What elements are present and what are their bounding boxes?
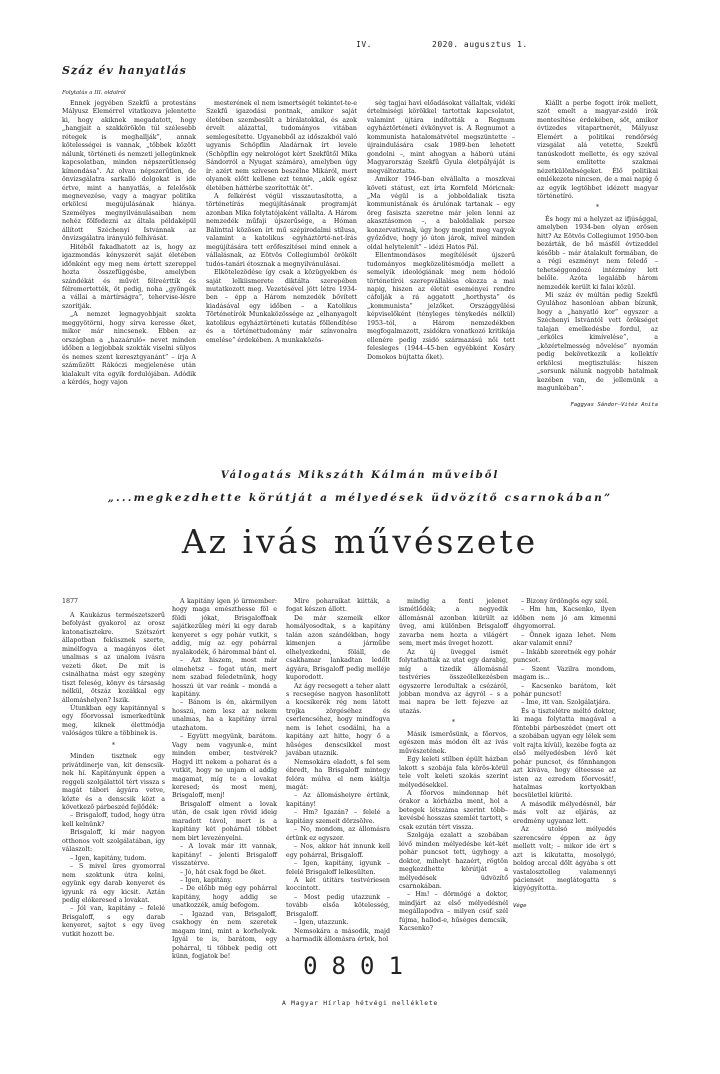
paragraph: ség tagjai havi előadásokat vállaltak, vidéki értelmiségi körökkel tartottak kapcsolatot, valamint újtára indították a Regnum egyháztörténeti évkönyvet is. A Regnumot a kommunista hatalomátvétel megszüntette – újraindulására csak 1989-ben lehetett gondolni –, mint ahogyan a háború utáni Magyarország Szekfű Gyula életpályáját is megváltoztatta. (367, 100, 515, 175)
paragraph: – Jól van, kapitány – felelé Brisgaloff, s egy darab kenyeret, sajtot s egy üveg vutkit hozott be. (62, 905, 165, 938)
paragraph: Ellentmondásos megítélését újszerű tudományos megközelítésmódja mellett a semelyik ideológiának meg nem hódoló történetírói szerepvállalása okozza a mai napig, hiszen az életút eseményei rendre cáfolják a rá aggatott „horthysta” és „kommunista” jelzőket. Országgyűlési képviselőként (tényleges ténykedés nélkül) 1953–tól, a Három nemzedékben megfogalmazott, zsidókra vonatkozó kritikája ellenére pedig zsidó származású női tett felesleges (1944–45-ben egyébként Kosáry Domokos bújtatta őket). (367, 252, 515, 361)
paragraph: Nemsokára eladott, s fel sem ébredt, ha Brisgaloff mintegy felóra múlva el nem kiáltja magát: (286, 758, 390, 791)
paragraph: Az ágy recsegett a teher alatt s recsegése nagyon hasonlított a kocsikerék rég nem látott trojka zörgéséhez és cserlencséhez, hogy mindfogva nem is lehet csodálni, ha a kapitány azt hitte, hogy ő a hűséges denscsikkel most javában utaznik. (286, 682, 390, 758)
paragraph: Brisgaloff elment a lovak után, de csak igen rövid ideig maradott távol, mert is a kapitány két pohárnál többet nem birt levezényelni. (172, 800, 277, 842)
section-divider: * (111, 741, 116, 749)
page-number: 0801 (303, 952, 417, 980)
paragraph: De már szemeik elkor homályosodtak, s a kapitány talán azon szándékban, hogy kimenjen a járműbe elhelyezkedni, föláll, de csakhamar lankadtan ledőlt ágyára, Brisgaloff pedig melléje kuporodott. (286, 614, 390, 682)
paragraph: Nemsokára a második, majd a harmadik állomásra értek, hol (286, 927, 390, 944)
paragraph: – Igen, kapitány, igyunk – felelé Brisgaloff lelkesülten. (286, 860, 390, 876)
author-signature: Faggyas Sándor–Vitéz Anita (570, 402, 658, 409)
paragraph: – A lovak már itt vannak, kapitány! – jelenti Brisgaloff visszatérve. (172, 843, 277, 868)
issue-date: 2020. augusztus 1. (432, 40, 528, 49)
paragraph: – Bánom is én, akármilyen hosszú, nem lesz az nekem unalmas, ha a kapitány úrral utazhatom. (172, 699, 277, 732)
paragraph: Minden tisztnek egy privátdinerje van, kit denscsik-nek hí. Kapitányunk éppen a reggeli szolgálattól tért vissza s magát tábori ágyára vetve, közte és a denscsik közt a következő párbeszéd fejlődék: (62, 753, 165, 811)
main-title: Az ivás művészete (181, 522, 539, 561)
paragraph: – De előbb még egy pohárral kapitány, hogy addig se unatkozzék, amíg befogom. (172, 885, 277, 910)
paragraph: – Kacsenko barátom, két pohár puncsot! (513, 682, 616, 698)
paragraph: Másik ismerősünk, a főorvos, egészen más módon élt az ivás művészetének. (399, 730, 508, 755)
paragraph: És a tisztelétre méltó doktor, ki maga folytatta magával a föntebbi párbeszédet (mert ott a szobában ugyan egy lélek sem volt rajta kívül), kezébe fogta az első mélyedésben lévő két pohár puncsot, és főnnhangon azt kiváva, hogy élteessse az isten az ezredem főorvosát!, hatalmas kortyokban becsületlel kiürité. (513, 707, 616, 800)
paragraph: A főorvos mindennap hét órakor a kórházba ment, hol a betegek létszáma szerint több–kevésbé hosszas szemlét tartott, s csak ezután tért vissza. (399, 789, 508, 831)
article-column-1 (62, 100, 196, 445)
paragraph: – Nos, akkor hát innunk kell egy pohárral, Brisgaloff. (286, 843, 390, 859)
paragraph: – S mivel üres gyomorral nem szoktunk útra kelni, együnk egy darab kenyeret és igyunk rá egy kicsit. Aztán pedig elókeresed a lovakat. (62, 863, 165, 904)
article-title: Száz év hanyatlás (62, 64, 187, 77)
paragraph: A két útitárs testvériesen koccintott. (286, 876, 390, 893)
paragraph: – Az állomásheiyre értünk, kapitány! (286, 792, 390, 808)
paragraph: És hogy mi a helyzet az ifjúsággal, amelyben 1934-ben olyan erősen hitt? Az Eötvös Collegiumot 1950-ben bezárták, de bő másfél évtizeddel később – már átalakult formában, de a régi eszményt nem feledő – tehetséggondozó intézmény lett belőle. Azóta legalább három nemzedék került ki falai közül. (537, 215, 658, 291)
article-column-3 (367, 100, 515, 445)
paragraph: – Most pedig utazzunk – tovább elsőa kötelesség, Brisgaloff. (286, 893, 390, 918)
paragraph: – Igen, utazzunk. (294, 919, 349, 927)
continued-note: Folytatás a III. oldalról (62, 90, 126, 96)
section-divider: * (451, 719, 456, 727)
section-quote: „...megkezdhette körútját a mélyedések üdvözítő csarnokában” (107, 492, 613, 504)
paragraph: – Azt hiszem, most már elmehetsz – fogat után, mert nem szabad feledetnünk, hogy hosszú út var reánk – mondá a kapitány. (172, 657, 277, 698)
issue-number: IV. (356, 40, 372, 49)
paragraph: Brisgaloff, ki már nagyon otthonos volt szolgálatában, így válaszolt: (62, 829, 165, 854)
paragraph: – Inkább szeretnék egy pohár puncsot. (513, 648, 616, 665)
paragraph: mesterének el nem ismertségét tekintet-te-e Szekfű igazodási pontnak, amikor saját életében szembesült a bírálatokkal, és azok érvelt alázattal, tudományos vitában semlegesítette. Ugyanebből az időszakból való ugyanis Schöpflin Aladárnak írt levele (Schöpflin egy nekrológot kért Szekfűtől Mika Sándorról a Nyugat számára), amelyben úgy ír: azért nem szívesen beszélne Mikáról, mert olyanok előtt kellene ezt tennie, „akik egész életében háttérbe szorították öt”. (206, 100, 357, 192)
paragraph: Egy keleti stílben épült házban lakott s szobája fala körös-körül tele volt keleti szokás szerint mélyedésekkel. (399, 756, 508, 789)
paragraph: – Íme, itt van. Szolgálatjára. (521, 699, 611, 707)
paragraph: A Kaukázus természetszerű befolyást gyakorol az orosz katonatisztekre. Szétszórt állapotban feküsznek szerte, minélfogva a magányos élet unalmas s az unalom ivásra vezeti őket. De mit is csinálhatna mást egy szegény tiszt feleség, könyv és társaság nélkül, ötszáz kozákkal egy állomáshelyen? Iszik. (62, 612, 165, 704)
paragraph: Hitéből fakadhatott az is, hogy az igazmondás kényszerét saját életében időnként egy meg nem értett szereppel hozta összefüggésbe, amelyben szándékát és művét félreérttik és félremertették, öt pedig, noha „gyöngék a vállai a mártírságra”, tehervise-lésre szorítják. (62, 243, 196, 310)
paragraph: – No, mondom, az állomásra értünk ez egyszer. (286, 826, 390, 842)
story-column-2 (172, 598, 277, 961)
paragraph: – Igen, kapitány, tudom. (70, 854, 147, 862)
paragraph: mindig a fenti jelenet ismétlődék; a negyedik állomásnál azonban kiürült az üveg, ami különben Brisgaloff zavarba nem hozta a világért sem, mert más üveget hozott. (399, 598, 508, 648)
paragraph: Az új üveggel ismét folytathatták az utat egy darabig, míg a tizedik állomásnál testvéries összeölelkezésben egyszerre lerodultak a csézáról, jobban mondva az ágyról – s a mai napra be lett fejezve az utazás. (399, 648, 508, 715)
paragraph: – Brisgaloff, tudod, hogy útra kell kelnünk? (62, 812, 165, 828)
footer-caption: A Magyar Hírlap hétvégi melléklete (281, 1000, 439, 1007)
paragraph: Mire poharaikat kiitták, a fogat készen állott. (286, 598, 390, 614)
story-column-4 (399, 598, 508, 933)
story-column-3 (286, 598, 390, 944)
paragraph: Kiállt a perbe fogott írók mellett, szót emelt a magyar-zsidó írók mentesítése érdekében, sőt, amikor évtizedes vitapartnerét, Mályusz Elemért a politikai rendőrség vizsgálat alá vetette, Szekfű tanúskodott mellette, és egy szóval sem említette szakmai nézetkülönbségeket. Élő politikai emlékezete nincsen, de a mai napig ő az egyik legtöbbet idézett magyar történetíró. (537, 100, 658, 200)
article-column-2 (206, 100, 357, 445)
section-divider: * (595, 204, 600, 212)
story-column-5 (513, 598, 616, 928)
story-year: 1877 (62, 598, 79, 605)
paragraph: Amikor 1946-ban elvállalta a moszkvai követi státust, ezt írta Kornfeld Móricnak: „Ma végül is a jobboldaliak tiszta kommunistának és árulónak tartanak – egy öreg fasiszta szeretne már jelen lenni az akasztásomon –, a baloldaliak persze konzervativnak, úgy hogy megint meg vagyok győződve, hogy jó úton járok, mivel minden oldal helytelenít” – idézi Hatos Pál. (367, 176, 515, 251)
story-column-1 (62, 612, 165, 938)
paragraph: A kapitány igen jó ürmember: hogy maga emészthesse föl e földi jókat, Brisgaloffnak sajátkezűleg mérí ki egy darab kenyeret s egy pohár vutkit, s addig, míg az egy pohárral nyalakodék, ő hárommal bánt el. (172, 598, 277, 656)
paragraph: A felkérést végül visszautasította, a történetírás megújításának programját azonban Mika folytatójaként vállalta. A Három nemzedék műfaji újszerűsége, a Hóman Bálinttal közösen írt mű szépirodalmi stílusa, valamint a katolikus egyháztörté-net-írás megújítására tett erőfeszítései mind ennek a vállalásnak, az Eötvös Collegiumból örökölt tudós-tanári étosznak a megnyilvánulásai. (206, 192, 357, 268)
paragraph: Útunkban egy kapitánnyal s egy főorvossal ismerkedtünk meg, kiknek élettmódja valóságos tükre a többinek is. (62, 704, 165, 738)
paragraph: – Igazad van, Brisgaloff, csakhogy én nem szeretek magam inni, mint a korhelyok. Igyál te is, barátom, egy pohárral, ti többek pedig ott künn, fogjatok be! (172, 910, 277, 961)
paragraph: – Szent Vazilra mondom, magam is... (513, 665, 616, 682)
article-column-4 (537, 100, 658, 445)
paragraph: – Együtt megyünk, barátom. Vagy nem vagyunk-e, mint minden ember, testvérek? Hagyd itt nekem a poharat és a vutkit, hogy ne unjam el addig magamat, míg te a lovakat keresed; és most menj, Brisgaloff, menj! (172, 733, 277, 800)
paragraph: Az utolsó mélyedés szerencsére éppen az ágy mellett volt; – mikor ide ért s azt is kikutatta, mosolygó, boldog arccal dőlt ágyába s ott vastalosztolleg valamennyi páciensét meglátogatta s kigyógyította. (513, 826, 616, 893)
paragraph: – Jó, hát csak fogd be őket. (180, 868, 266, 876)
paragraph: – Önnek igaza lehet. Nem akar valamit enni? (513, 631, 616, 648)
story-end-mark: Vége (513, 902, 527, 909)
paragraph: Elkötelezödése így csak a közügyekben és saját lelkiismerete diktálta szerepében mutatkozott meg. Vezetésével jött létre 1934-ben – épp a Három nemzedék bővített kiadásával egy időben – a Katolikus Történetírók Munkaközössége az „elhanyagolt katolikus egyháztörténeti kutatás föllendítése és a történettudomány már színvonalra emelése” érdekében. A munkaközös- (206, 269, 357, 344)
paragraph: „A nemzet legnagyobbjait szokta meggyötörni, hogy sírva keresse őket, mikor már nincsenek. Ebben az országban a „hazaáruló« nevet minden időben a legjobbak szokták viselni sülyos és nemes szent keresztgyanánt” – írja A száműzött Rákóczi megjelenése után kialakult vita egyik fordulójában. Adódik a kérdés, hogy vajon (62, 311, 196, 386)
paragraph: – Hm? Igazán? – felelé a kapitány szemeit dörzsölve. (286, 809, 390, 825)
paragraph: Mi száz év múltán pedig Szekfű Gyulához hasonlóan abban bízunk, hogy a „hanyatló kor” egyszer a Széchenyi Istvántól vett örökséget talajan emelkedésbe fordul, az „erkölcs kimívelése”, a „közértelmesség növelése” nyomán pedig bekövetkezik a kollektív erkölcsi megtisztulás: hiszen „sorsunk nálunk nagyobb hatalmak kezében van, de jellemünk a magunkéban”. (537, 291, 658, 392)
paragraph: – Hm! – dörmögé a doktor, mindjárt az első mélyedésnél megállapodva – milyen csúf szél fújma, hallod-e, hűséges demcsik, Kacsenko? (399, 891, 508, 933)
paragraph: Ennek jegyében Szekfű a protestáns Mályusz Elemérrel vitatkozva jelentette ki, hogy akiknek megadatott, hogy „hangjait a szakkörökön túl szélesebb rétegek is meghallják”, annak kötelességei is vannak, „többek között nálunk, történeti és nemzeti jellegünknek kapcsolatban, minden népszerűtlenség kímondása”. Az olvan népszerűtlen, de önvizsgálatra sarkalló dolgokat is ide értve, mint a hanyatlás, a felelősök megnevezése, vagy a magyar politika erkölcsi megújulásának hiánya. Személyes megnyilvánulásaiban nem nehéz fölfedezni az általa példaképül állított Széchenyi Istvánnak az önvizsgálatra irányuló felhívását. (62, 100, 196, 243)
paragraph: A második mélyedésnél, bár más volt az eljárás, az eredmény ugyanaz lett. (513, 800, 616, 825)
paragraph: – Hm hm, Kacsenko, ilyen időben nem jó am kimenni éhgyomorral. (513, 606, 616, 631)
paragraph: Szolgája ezalatt a szobában lévő minden mélyedésbe két–két pohár puncsot tett, úgyhogy a doktor, mihelyt hazaért, rögtön megkezdhette körútját a mélyedések üdvözítő csarnokában. (399, 832, 508, 890)
paragraph: – Igen, kapitány. (180, 876, 233, 884)
section-kicker: Válogatás Mikszáth Kálmán műveiből (220, 470, 500, 481)
paragraph: – Bizony ördöngös egy szél. (521, 598, 609, 605)
